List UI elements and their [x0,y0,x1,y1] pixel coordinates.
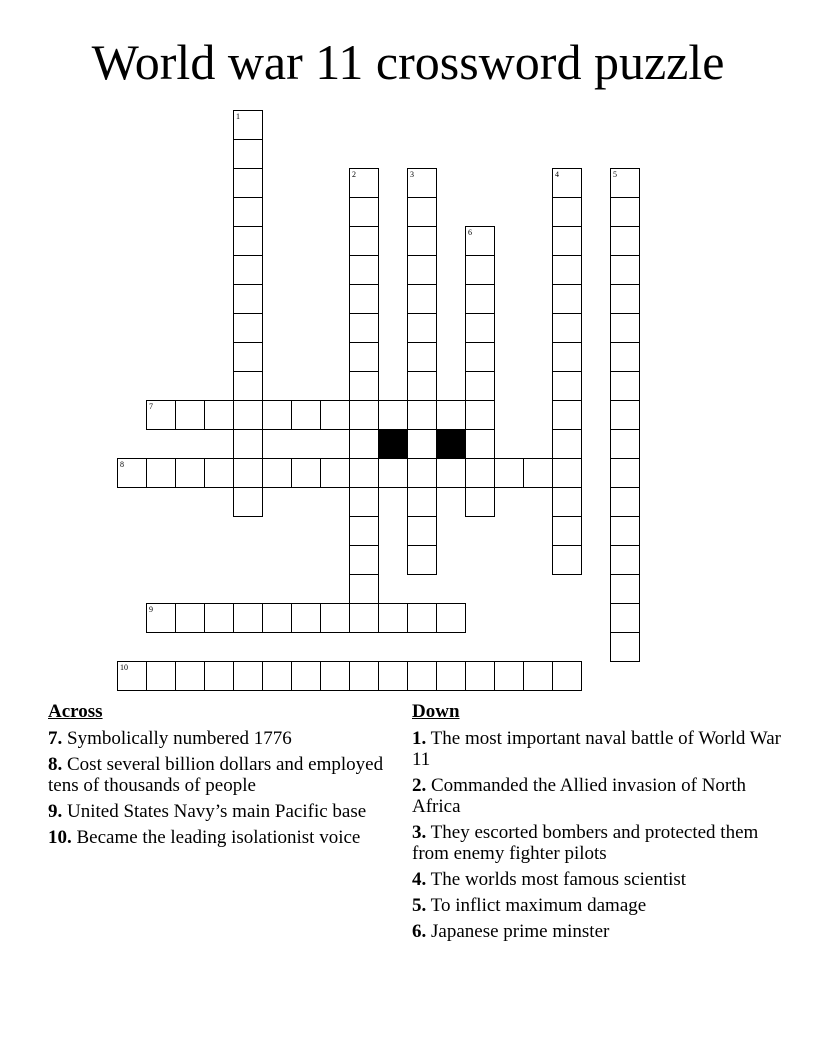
grid-cell[interactable] [349,226,379,256]
grid-cell[interactable] [407,516,437,546]
grid-cell[interactable] [349,168,379,198]
grid-cell[interactable] [233,603,263,633]
grid-cell[interactable] [465,487,495,517]
grid-cell[interactable] [552,255,582,285]
grid-cell[interactable] [378,661,408,691]
grid-cell[interactable] [552,661,582,691]
grid-cell[interactable] [610,545,640,575]
grid-cell[interactable] [233,371,263,401]
clue-number: 7. [48,728,63,749]
grid-cell[interactable] [552,400,582,430]
grid-cell[interactable] [552,487,582,517]
grid-cell[interactable] [552,168,582,198]
clue-number-label: 3 [410,170,414,179]
grid-cell[interactable] [349,400,379,430]
grid-cell[interactable] [175,603,205,633]
grid-cell[interactable] [465,342,495,372]
grid-cell[interactable] [349,545,379,575]
grid-cell[interactable] [552,197,582,227]
grid-cell[interactable] [233,429,263,459]
grid-cell[interactable] [349,429,379,459]
grid-cell[interactable] [465,400,495,430]
grid-cell[interactable] [262,458,292,488]
grid-cell[interactable] [349,371,379,401]
grid-cell[interactable] [465,371,495,401]
clue-down-6 [412,921,782,942]
grid-cell[interactable] [233,197,263,227]
grid-cell[interactable] [407,313,437,343]
grid-cell[interactable] [146,661,176,691]
grid-cell[interactable] [204,661,234,691]
grid-cell[interactable] [175,400,205,430]
grid-cell[interactable] [349,313,379,343]
grid-cell[interactable] [233,284,263,314]
grid-cell[interactable] [610,516,640,546]
clue-text: Cost several billion dollars and employed tens of thousands of people [48,754,384,796]
grid-cell[interactable] [349,516,379,546]
clue-text: Symbolically numbered 1776 [67,728,292,749]
grid-cell[interactable] [146,603,176,633]
clue-down-3 [412,822,782,864]
grid-cell[interactable] [233,139,263,169]
grid-cell[interactable] [320,458,350,488]
grid-cell[interactable] [349,574,379,604]
grid-cell[interactable] [610,574,640,604]
grid-cell[interactable] [146,458,176,488]
page-title: World war 11 crossword puzzle [91,34,725,90]
clue-text: They escorted bombers and protected them from enemy fighter pilots [412,822,759,864]
grid-cell[interactable] [552,545,582,575]
grid-cell[interactable] [552,371,582,401]
grid-cell[interactable] [204,400,234,430]
grid-cell[interactable] [610,603,640,633]
grid-cell[interactable] [407,429,437,459]
grid-cell[interactable] [117,458,147,488]
grid-cell[interactable] [610,313,640,343]
grid-cell[interactable] [523,458,553,488]
grid-cell[interactable] [320,661,350,691]
clue-down-1 [412,728,782,770]
grid-cell[interactable] [610,284,640,314]
grid-cell[interactable] [610,487,640,517]
clue-number: 6. [412,921,427,942]
grid-cell[interactable] [407,458,437,488]
grid-cell[interactable] [291,661,321,691]
grid-cell[interactable] [378,400,408,430]
grid-cell[interactable] [204,603,234,633]
grid-cell[interactable] [610,197,640,227]
clue-down-2 [412,775,782,817]
grid-cell[interactable] [233,342,263,372]
clue-number-label: 10 [120,663,128,672]
grid-cell[interactable] [291,603,321,633]
grid-cell[interactable] [349,487,379,517]
clue-number-label: 8 [120,460,124,469]
clue-number-label: 9 [149,605,153,614]
grid-cell[interactable] [262,661,292,691]
grid-cell[interactable] [233,458,263,488]
grid-cell[interactable] [233,255,263,285]
grid-cell[interactable] [465,284,495,314]
grid-cell[interactable] [610,342,640,372]
clue-text: The worlds most famous scientist [430,869,687,890]
grid-cell[interactable] [233,400,263,430]
grid-cell[interactable] [523,661,553,691]
clue-across-8 [48,754,393,796]
clue-down-4 [412,869,782,890]
clue-number: 4. [412,869,427,890]
grid-cell[interactable] [349,284,379,314]
grid-cell[interactable] [349,661,379,691]
grid-cell[interactable] [407,168,437,198]
clue-text: Commanded the Allied invasion of North Africa [412,775,747,817]
grid-cell[interactable] [349,603,379,633]
grid-cell[interactable] [407,603,437,633]
grid-cell[interactable] [349,342,379,372]
grid-cell[interactable] [233,226,263,256]
grid-cell[interactable] [378,603,408,633]
grid-cell[interactable] [407,661,437,691]
clue-number-label: 2 [352,170,356,179]
clue-number: 9. [48,801,63,822]
grid-cell[interactable] [610,168,640,198]
grid-cell[interactable] [494,458,524,488]
grid-cell[interactable] [552,226,582,256]
grid-cell[interactable] [291,400,321,430]
clue-text: To inflict maximum damage [430,895,647,916]
grid-cell[interactable] [407,255,437,285]
grid-cell[interactable] [610,255,640,285]
grid-cell[interactable] [494,661,524,691]
grid-cell[interactable] [436,661,466,691]
black-square [436,429,466,459]
grid-cell[interactable] [407,371,437,401]
grid-cell[interactable] [291,458,321,488]
clue-across-10 [48,827,393,848]
clue-number: 2. [412,775,427,796]
grid-cell[interactable] [465,226,495,256]
grid-cell[interactable] [233,487,263,517]
grid-cell[interactable] [465,661,495,691]
grid-cell[interactable] [320,400,350,430]
grid-cell[interactable] [262,400,292,430]
clue-number: 1. [412,728,427,749]
grid-cell[interactable] [407,284,437,314]
grid-cell[interactable] [378,458,408,488]
grid-cell[interactable] [552,458,582,488]
clue-number-label: 4 [555,170,559,179]
grid-cell[interactable] [407,342,437,372]
grid-cell[interactable] [233,313,263,343]
clue-across-7 [48,728,393,749]
grid-cell[interactable] [465,429,495,459]
grid-cell[interactable] [552,284,582,314]
clue-number-label: 6 [468,228,472,237]
grid-cell[interactable] [407,545,437,575]
grid-cell[interactable] [465,313,495,343]
grid-cell[interactable] [552,429,582,459]
grid-cell[interactable] [320,603,350,633]
grid-cell[interactable] [233,168,263,198]
clue-down-5 [412,895,782,916]
grid-cell[interactable] [175,458,205,488]
clue-number: 3. [412,822,427,843]
clue-number: 10. [48,827,72,848]
grid-cell[interactable] [436,458,466,488]
grid-cell[interactable] [349,255,379,285]
across-heading: Across [48,701,103,722]
grid-cell[interactable] [552,516,582,546]
grid-cell[interactable] [552,342,582,372]
black-square [378,429,408,459]
grid-cell[interactable] [233,110,263,140]
grid-cell[interactable] [436,400,466,430]
grid-cell[interactable] [175,661,205,691]
grid-cell[interactable] [610,429,640,459]
clue-text: Became the leading isolationist voice [76,827,361,848]
clue-text: United States Navy’s main Pacific base [67,801,367,822]
down-clues [412,701,782,947]
down-heading: Down [412,701,460,722]
grid-cell[interactable] [204,458,234,488]
grid-cell[interactable] [407,487,437,517]
grid-cell[interactable] [117,661,147,691]
clue-across-9 [48,801,393,822]
grid-cell[interactable] [610,371,640,401]
grid-cell[interactable] [233,661,263,691]
across-clues [48,701,393,853]
grid-cell[interactable] [465,458,495,488]
grid-cell[interactable] [610,226,640,256]
clue-text: Japanese prime minster [431,921,610,942]
grid-cell[interactable] [407,226,437,256]
grid-cell[interactable] [146,400,176,430]
grid-cell[interactable] [465,255,495,285]
grid-cell[interactable] [349,458,379,488]
grid-cell[interactable] [262,603,292,633]
clue-number: 5. [412,895,427,916]
grid-cell[interactable] [610,458,640,488]
grid-cell[interactable] [436,603,466,633]
clue-number-label: 1 [236,112,240,121]
grid-cell[interactable] [610,632,640,662]
grid-cell[interactable] [552,313,582,343]
clue-text: The most important naval battle of World War 11 [412,728,781,770]
clue-number: 8. [48,754,63,775]
clue-number-label: 7 [149,402,153,411]
clue-number-label: 5 [613,170,617,179]
grid-cell[interactable] [610,400,640,430]
grid-cell[interactable] [407,400,437,430]
grid-cell[interactable] [407,197,437,227]
grid-cell[interactable] [349,197,379,227]
